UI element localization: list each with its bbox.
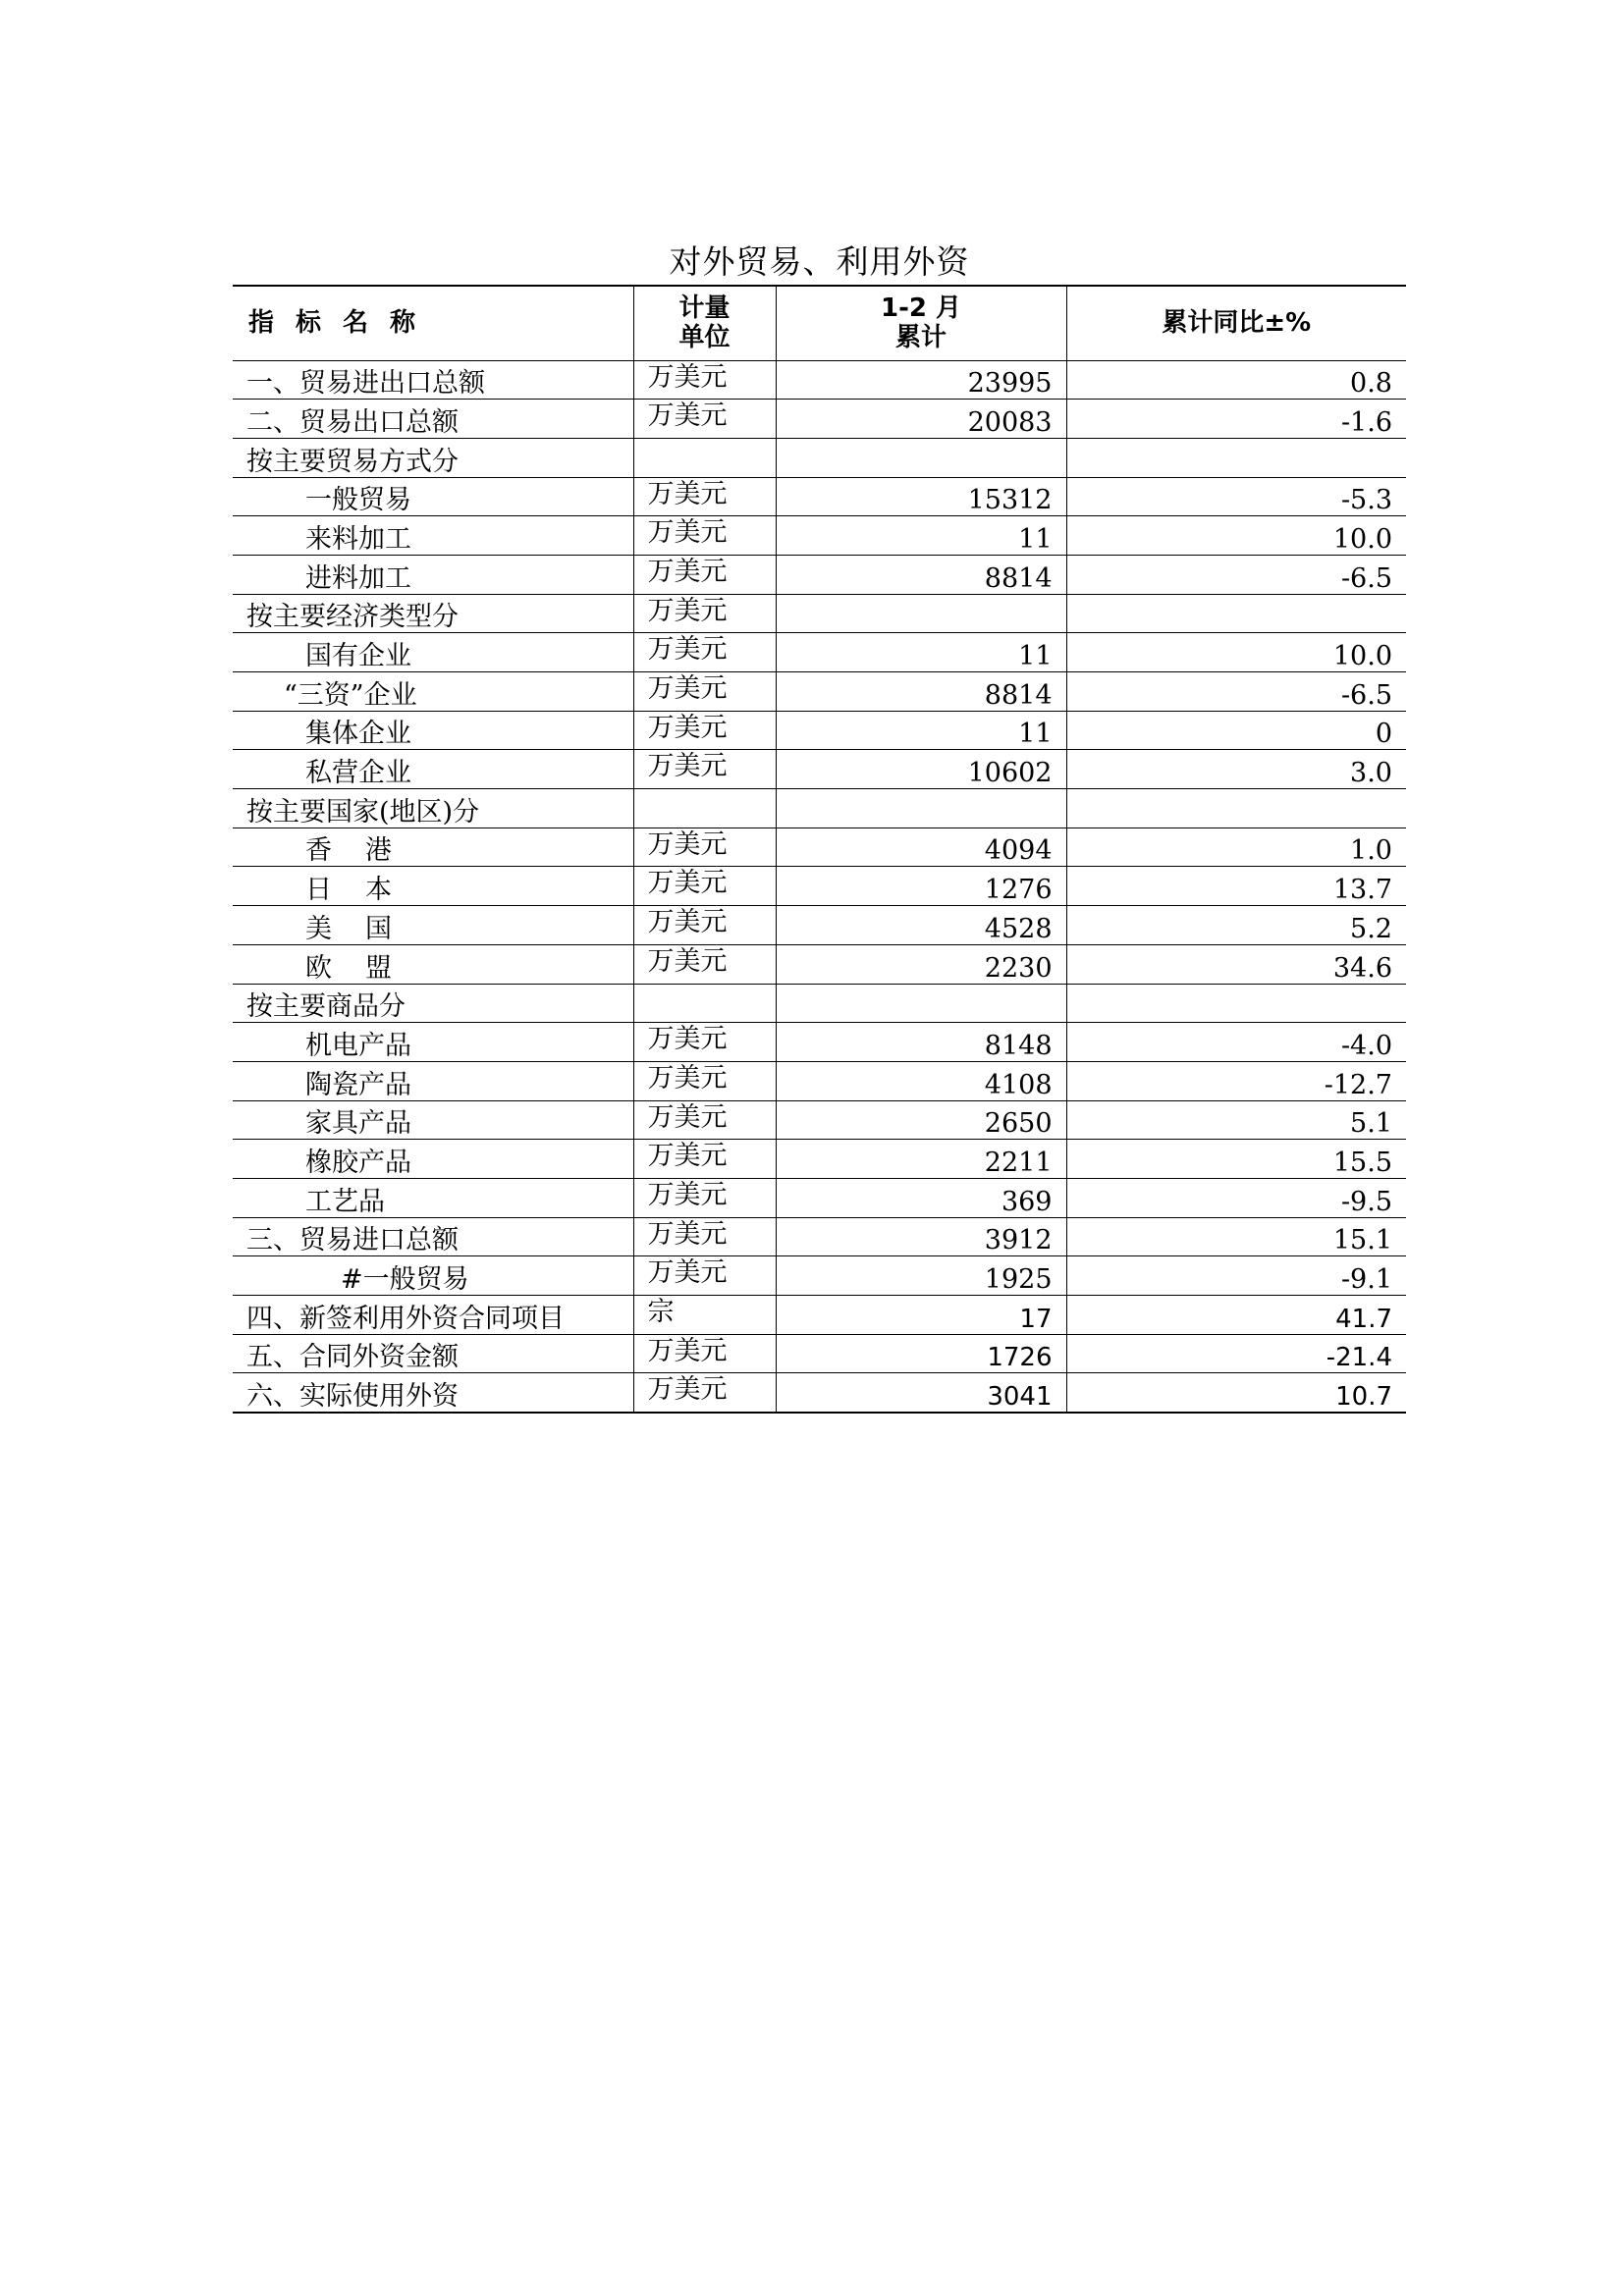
row-unit: 万美元: [633, 828, 776, 867]
row-name: 机电产品: [233, 1023, 633, 1062]
row-value: 11: [776, 516, 1066, 556]
row-value: [776, 594, 1066, 633]
row-name: 按主要贸易方式分: [233, 438, 633, 477]
row-yoy: -9.5: [1066, 1178, 1406, 1217]
table-row: [233, 1334, 1406, 1373]
row-unit: [633, 789, 776, 828]
row-unit: 万美元: [633, 360, 776, 400]
table-row: [233, 711, 1406, 750]
table-row: [233, 672, 1406, 712]
row-value: 8148: [776, 1023, 1066, 1062]
row-value: 369: [776, 1178, 1066, 1217]
table-row: [233, 1061, 1406, 1100]
row-unit: 万美元: [633, 477, 776, 516]
row-value: 3041: [776, 1373, 1066, 1413]
row-unit: 万美元: [633, 633, 776, 672]
row-name: 按主要经济类型分: [233, 594, 633, 633]
row-value: 1726: [776, 1334, 1066, 1373]
row-name: 二、贸易出口总额: [233, 400, 633, 439]
row-unit: 万美元: [633, 1023, 776, 1062]
row-yoy: 3.0: [1066, 750, 1406, 789]
table-row: [233, 477, 1406, 516]
row-yoy: [1066, 984, 1406, 1023]
row-yoy: 34.6: [1066, 944, 1406, 984]
table-row: [233, 867, 1406, 906]
row-yoy: 15.1: [1066, 1217, 1406, 1256]
row-unit: 万美元: [633, 400, 776, 439]
row-yoy: 5.1: [1066, 1100, 1406, 1140]
row-name: 按主要商品分: [233, 984, 633, 1023]
row-name: 私营企业: [233, 750, 633, 789]
header-indicator-name: 指标名称: [233, 286, 633, 360]
row-name: 日本: [233, 867, 633, 906]
row-value: 15312: [776, 477, 1066, 516]
row-value: 23995: [776, 360, 1066, 400]
table-row: [233, 1178, 1406, 1217]
row-yoy: -9.1: [1066, 1256, 1406, 1296]
row-unit: 万美元: [633, 1178, 776, 1217]
header-period-line2: 累计: [894, 323, 947, 353]
table-row: [233, 594, 1406, 633]
row-name: 一般贸易: [233, 477, 633, 516]
row-name: 进料加工: [233, 555, 633, 594]
header-unit-line1: 计量: [678, 294, 731, 324]
row-unit: 万美元: [633, 516, 776, 556]
table-row: [233, 1256, 1406, 1296]
row-unit: 万美元: [633, 1217, 776, 1256]
row-name: #一般贸易: [233, 1256, 633, 1296]
row-yoy: 1.0: [1066, 828, 1406, 867]
row-yoy: 5.2: [1066, 906, 1406, 945]
row-yoy: 10.0: [1066, 633, 1406, 672]
row-yoy: 0.8: [1066, 360, 1406, 400]
table-row: [233, 516, 1406, 556]
table-row: [233, 1140, 1406, 1179]
row-value: 2211: [776, 1140, 1066, 1179]
table-row: [233, 633, 1406, 672]
row-unit: 万美元: [633, 1100, 776, 1140]
row-unit: 万美元: [633, 1373, 776, 1413]
row-yoy: -12.7: [1066, 1061, 1406, 1100]
row-name: 集体企业: [233, 711, 633, 750]
row-name: “三资”企业: [233, 672, 633, 712]
row-unit: 万美元: [633, 555, 776, 594]
row-value: 8814: [776, 555, 1066, 594]
row-value: 10602: [776, 750, 1066, 789]
header-yoy: 累计同比±%: [1066, 286, 1406, 360]
table-row: [233, 984, 1406, 1023]
row-yoy: -21.4: [1066, 1334, 1406, 1373]
row-name: 六、实际使用外资: [233, 1373, 633, 1413]
table-row: [233, 1373, 1406, 1413]
row-unit: 万美元: [633, 672, 776, 712]
row-unit: 万美元: [633, 1334, 776, 1373]
table-row: [233, 906, 1406, 945]
row-name: 工艺品: [233, 1178, 633, 1217]
row-value: [776, 984, 1066, 1023]
row-value: 2650: [776, 1100, 1066, 1140]
table-row: [233, 555, 1406, 594]
row-yoy: 13.7: [1066, 867, 1406, 906]
row-name: 美国: [233, 906, 633, 945]
row-name: 欧盟: [233, 944, 633, 984]
row-unit: 宗: [633, 1296, 776, 1335]
row-value: 11: [776, 711, 1066, 750]
row-value: 4108: [776, 1061, 1066, 1100]
row-yoy: [1066, 789, 1406, 828]
row-value: [776, 789, 1066, 828]
row-value: 4094: [776, 828, 1066, 867]
row-unit: 万美元: [633, 1061, 776, 1100]
row-unit: [633, 438, 776, 477]
table-row: [233, 438, 1406, 477]
row-value: [776, 438, 1066, 477]
row-value: 4528: [776, 906, 1066, 945]
row-name: 五、合同外资金额: [233, 1334, 633, 1373]
row-name: 一、贸易进出口总额: [233, 360, 633, 400]
table-row: [233, 1217, 1406, 1256]
row-yoy: 10.7: [1066, 1373, 1406, 1413]
row-value: 3912: [776, 1217, 1066, 1256]
row-unit: [633, 984, 776, 1023]
page-title: 对外贸易、利用外资: [669, 242, 970, 281]
row-yoy: 0: [1066, 711, 1406, 750]
row-yoy: -6.5: [1066, 555, 1406, 594]
table-row: [233, 828, 1406, 867]
table-header-row: [233, 286, 1406, 360]
row-value: 1925: [776, 1256, 1066, 1296]
row-unit: 万美元: [633, 594, 776, 633]
trade-investment-table: [233, 285, 1406, 1414]
row-name: 国有企业: [233, 633, 633, 672]
table-row: [233, 944, 1406, 984]
row-unit: 万美元: [633, 906, 776, 945]
header-period-line1: 1-2 月: [880, 294, 962, 324]
row-yoy: 15.5: [1066, 1140, 1406, 1179]
row-value: 2230: [776, 944, 1066, 984]
row-name: 按主要国家(地区)分: [233, 789, 633, 828]
row-unit: 万美元: [633, 1140, 776, 1179]
row-value: 1276: [776, 867, 1066, 906]
row-unit: 万美元: [633, 944, 776, 984]
table-row: [233, 1100, 1406, 1140]
header-unit-line2: 单位: [678, 323, 731, 353]
row-yoy: 10.0: [1066, 516, 1406, 556]
row-value: 20083: [776, 400, 1066, 439]
row-yoy: -5.3: [1066, 477, 1406, 516]
row-yoy: -4.0: [1066, 1023, 1406, 1062]
row-unit: 万美元: [633, 711, 776, 750]
table-row: [233, 400, 1406, 439]
table-row: [233, 1023, 1406, 1062]
row-name: 香港: [233, 828, 633, 867]
row-yoy: [1066, 594, 1406, 633]
row-name: 橡胶产品: [233, 1140, 633, 1179]
header-unit: [633, 286, 776, 360]
row-unit: 万美元: [633, 867, 776, 906]
header-period: [776, 286, 1066, 360]
row-unit: 万美元: [633, 750, 776, 789]
row-value: 8814: [776, 672, 1066, 712]
row-value: 11: [776, 633, 1066, 672]
row-name: 家具产品: [233, 1100, 633, 1140]
row-unit: 万美元: [633, 1256, 776, 1296]
row-name: 三、贸易进口总额: [233, 1217, 633, 1256]
row-yoy: -1.6: [1066, 400, 1406, 439]
table-row: [233, 789, 1406, 828]
row-value: 17: [776, 1296, 1066, 1335]
table-row: [233, 1296, 1406, 1335]
row-yoy: -6.5: [1066, 672, 1406, 712]
table-row: [233, 360, 1406, 400]
row-yoy: [1066, 438, 1406, 477]
row-name: 来料加工: [233, 516, 633, 556]
row-name: 四、新签利用外资合同项目: [233, 1296, 633, 1335]
row-name: 陶瓷产品: [233, 1061, 633, 1100]
table-row: [233, 750, 1406, 789]
row-yoy: 41.7: [1066, 1296, 1406, 1335]
